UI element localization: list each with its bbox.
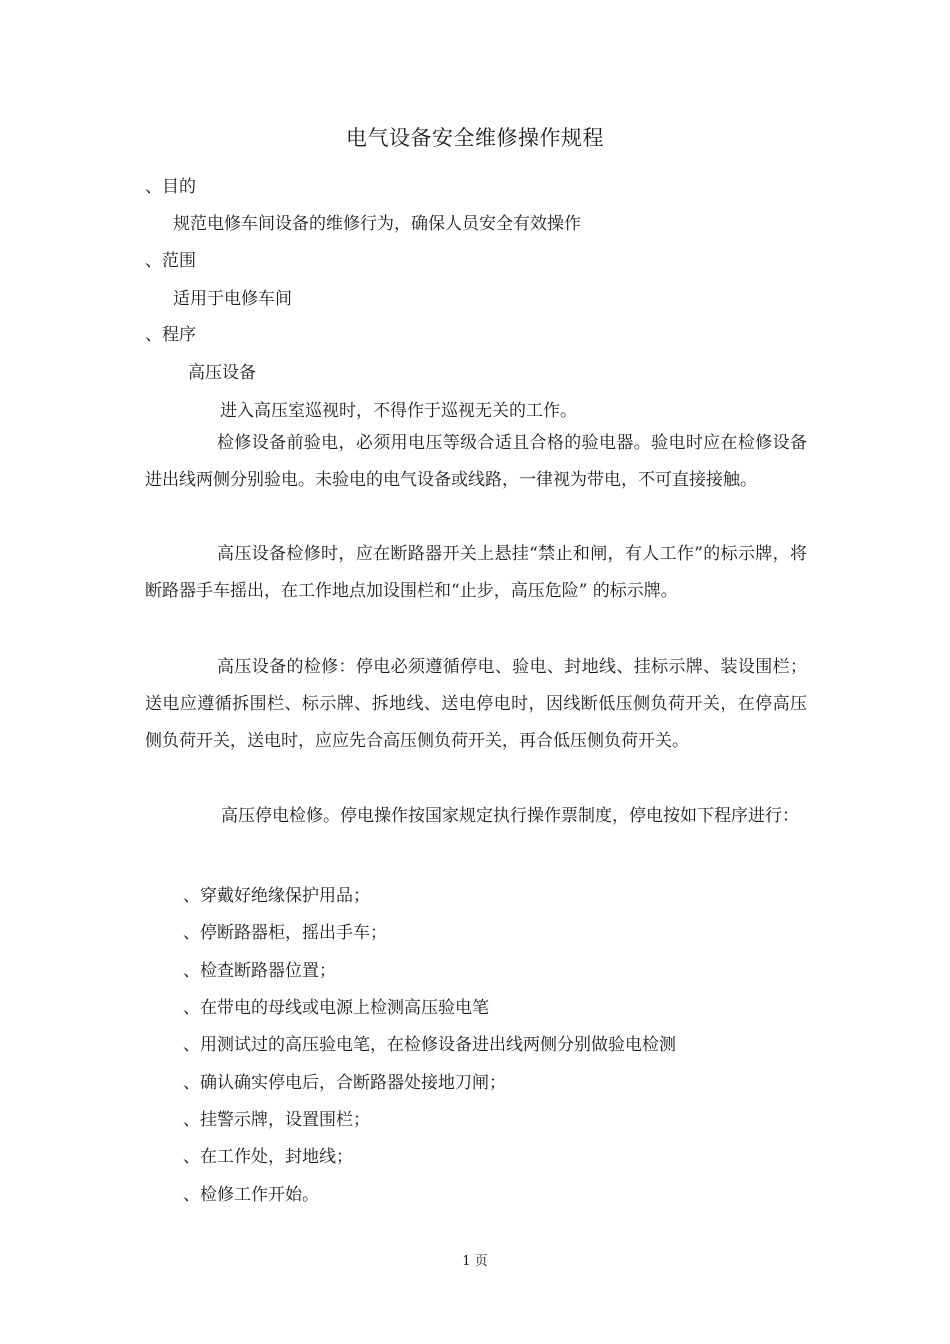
section-heading-scope: 、范围	[145, 251, 196, 271]
paragraph-warning-signs: 高压设备检修时，应在断路器开关上悬挂“禁止和闸，有人工作”的标示牌，将断路器手车摇出，在工作地点加设围栏和“止步，高压危险” 的标示牌。	[145, 544, 807, 601]
paragraph-voltage-test: 检修设备前验电，必须用电压等级合适且合格的验电器。验电时应在检修设备进出线两侧分别验电。未验电的电气设备或线路，一律视为带电，不可直接接触。	[145, 433, 807, 490]
document-title: 电气设备安全维修操作规程	[346, 126, 604, 150]
step-item: 、在带电的母线或电源上检测高压验电笔	[183, 998, 489, 1018]
step-item: 、确认确实停电后，合断路器处接地刀闸；	[183, 1073, 506, 1093]
step-item: 、停断路器柜，摇出手车；	[183, 923, 387, 943]
subheading-high-voltage: 高压设备	[188, 363, 256, 383]
page-number: 1 页	[462, 1254, 488, 1269]
section-body-scope: 适用于电修车间	[173, 289, 292, 309]
step-item: 、用测试过的高压验电笔，在检修设备进出线两侧分别做验电检测	[183, 1035, 676, 1055]
paragraph-maintenance-sequence: 高压设备的检修：停电必须遵循停电、验电、封地线、挂标示牌、装设围栏；送电应遵循拆围栏、标示牌、拆地线、送电停电时，因线断低压侧负荷开关，在停高压侧负荷开关，送电时，应应先合高压侧负荷开关，再合低压侧负荷开关。	[145, 657, 807, 751]
step-item: 、在工作处，封地线；	[183, 1147, 353, 1167]
paragraph-power-off-procedure: 高压停电检修。停电操作按国家规定执行操作票制度，停电按如下程序进行：	[221, 806, 799, 826]
paragraph-inspection: 进入高压室巡视时，不得作于巡视无关的工作。	[220, 401, 577, 421]
step-item: 、挂警示牌，设置围栏；	[183, 1110, 370, 1130]
step-item: 、检修工作开始。	[183, 1185, 319, 1205]
step-item: 、穿戴好绝缘保护用品；	[183, 886, 370, 906]
step-item: 、检查断路器位置；	[183, 961, 336, 981]
section-heading-purpose: 、目的	[145, 177, 196, 197]
section-heading-procedure: 、程序	[145, 325, 196, 345]
section-body-purpose: 规范电修车间设备的维修行为，确保人员安全有效操作	[173, 214, 581, 234]
